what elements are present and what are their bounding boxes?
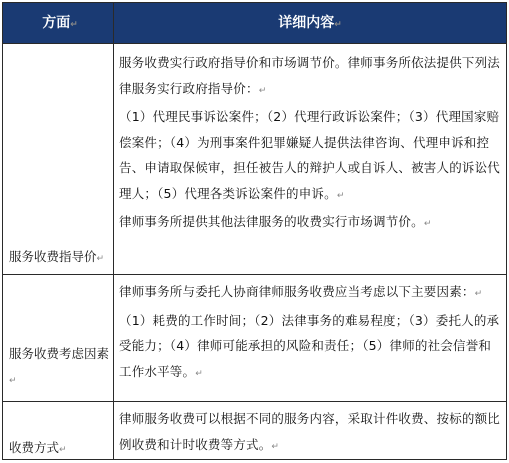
detail-paragraph (119, 104, 501, 209)
para-mark: ↵ (271, 441, 280, 452)
para-mark: ↵ (59, 445, 67, 455)
para-mark: ↵ (96, 254, 105, 264)
table-row-detail (119, 50, 501, 238)
detail-text: 服务收费实行政府指导价和市场调节价。律师事务所依法提供下列法律服务实行政府指导价： (119, 55, 501, 96)
detail-text: （1）代理民事诉讼案件；（2）代理行政诉讼案件；（3）代理国家赔偿案件；（4）为刑事案件犯罪嫌疑人提供法律咨询、代理申诉和控告、申请取保候审，担任被告人的辩护人或自诉人、被害人的诉讼代理人；（5）代理各类诉讼案件的申诉。 (119, 109, 501, 201)
table-header (3, 3, 506, 43)
detail-paragraph (119, 279, 501, 308)
aspect-text: 服务收费考虑因素 (9, 346, 110, 361)
detail-text: 律师事务所提供其他法律服务的收费实行市场调节价。 (119, 214, 424, 229)
detail-paragraph (119, 209, 501, 238)
detail-paragraph (119, 308, 501, 388)
table-row-detail (119, 279, 501, 387)
detail-paragraph (119, 50, 501, 104)
aspect-text: 收费方式 (9, 440, 60, 455)
para-mark: ↵ (336, 190, 345, 201)
aspect-text: 服务收费指导价 (9, 249, 97, 264)
header-detail-label: 详细内容 (278, 15, 335, 31)
para-mark: ↵ (423, 219, 432, 229)
table-row-aspect (9, 435, 109, 463)
para-mark: ↵ (9, 376, 17, 386)
para-mark: ↵ (195, 368, 203, 379)
table-row-aspect (9, 341, 109, 394)
table-row-detail (119, 406, 501, 460)
para-mark: ↵ (474, 289, 483, 299)
column-divider (113, 3, 114, 459)
para-mark: ↵ (258, 85, 267, 96)
header-detail (114, 3, 506, 43)
fee-table (2, 2, 507, 460)
row-divider (3, 43, 506, 44)
header-aspect (3, 3, 113, 43)
detail-text: 律师事务所与委托人协商律师服务收费应当考虑以下主要因素： (119, 284, 475, 299)
detail-paragraph (119, 406, 501, 460)
header-detail-mark: ↵ (334, 20, 342, 30)
header-aspect-label: 方面 (42, 15, 71, 31)
header-aspect-mark: ↵ (70, 20, 78, 30)
detail-text: （1）耗费的工作时间；（2）法律事务的难易程度；（3）委托人的承受能力；（4）律师可能承担的风险和责任；（5）律师的社会信誉和工作水平等。 (119, 312, 500, 379)
detail-text: 律师服务收费可以根据不同的服务内容，采取计件收费、按标的额比例收费和计时收费等方式。 (119, 411, 501, 452)
row-divider (3, 401, 506, 402)
row-divider (3, 274, 506, 275)
table-row-aspect (9, 244, 109, 272)
